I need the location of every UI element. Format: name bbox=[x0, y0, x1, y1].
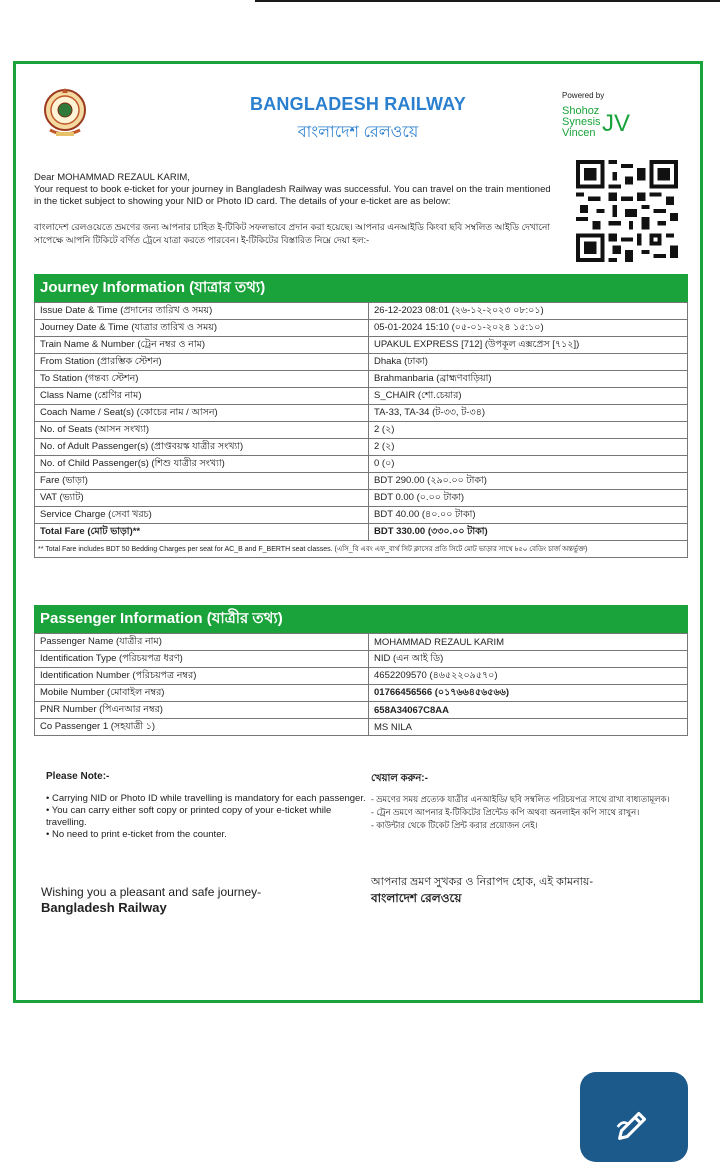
greeting-message-bengali: বাংলাদেশ রেলওয়েতে ভ্রমণের জন্য আপনার চাহিত ই-টিকিট সফলভাবে প্রদান করা হয়েছে। আপনার এনআইডি কিংবা ছবি সম্বলিত আইডি দেখানো সাপেক্ষে আপনি টিকিটে বর্ণিত ট্রেনে যাত্রা করতে পারবেন। ই-টিকিটের বিস্তারিত নিম্নে দেয়া হল:- bbox=[34, 222, 550, 245]
edit-fab-button[interactable] bbox=[580, 1072, 688, 1162]
row-label: No. of Child Passenger(s) (শিশু যাত্রীর সংখ্যা) bbox=[35, 456, 369, 473]
row-label: Train Name & Number (ট্রেন নম্বর ও নাম) bbox=[35, 337, 369, 354]
passenger-information-section bbox=[34, 605, 688, 736]
row-label: To Station (গন্তব্য স্টেশন) bbox=[35, 371, 369, 388]
row-value: Dhaka (ঢাকা) bbox=[369, 354, 688, 371]
row-label: Issue Date & Time (প্রদানের তারিখ ও সময়) bbox=[35, 303, 369, 320]
please-note-heading: Please Note:- bbox=[46, 771, 110, 782]
row-value: 26-12-2023 08:01 (২৬-১২-২০২৩ ০৮:০১) bbox=[369, 303, 688, 320]
passenger-row bbox=[35, 685, 688, 702]
journey-information-heading: Journey Information (যাত্রার তথ্য) bbox=[34, 274, 688, 302]
row-value: 658A34067C8AA bbox=[369, 702, 688, 719]
brand-line-3: Vincen bbox=[562, 127, 596, 139]
passenger-information-heading: Passenger Information (যাত্রীর তথ্য) bbox=[34, 605, 688, 633]
passenger-row bbox=[35, 702, 688, 719]
pen-edit-icon bbox=[610, 1102, 656, 1148]
note-item-bengali: - ভ্রমণের সময় প্রত্যেক যাত্রীর এনআইডি/ ছবি সম্বলিত পরিচয়পত্র সাথে রাখা বাধ্যতামূলক। bbox=[371, 794, 670, 804]
row-label: Passenger Name (যাত্রীর নাম) bbox=[35, 634, 369, 651]
row-value: MOHAMMAD REZAUL KARIM bbox=[369, 634, 688, 651]
row-value: NID (এন আই ডি) bbox=[369, 651, 688, 668]
journey-row bbox=[35, 320, 688, 337]
journey-row bbox=[35, 473, 688, 490]
closing-english bbox=[41, 884, 261, 916]
row-value: 01766456566 (০১৭৬৬৪৫৬৫৬৬) bbox=[369, 685, 688, 702]
row-value: BDT 330.00 (৩৩০.০০ টাকা) bbox=[369, 524, 688, 541]
journey-row bbox=[35, 524, 688, 541]
qr-code-icon bbox=[576, 160, 678, 262]
row-label: Mobile Number (মোবাইল নম্বর) bbox=[35, 685, 369, 702]
partner-logo bbox=[562, 105, 631, 139]
closing-signature-bengali: বাংলাদেশ রেলওয়ে bbox=[371, 891, 462, 905]
brand-jv: JV bbox=[602, 110, 631, 137]
greeting-message: Your request to book e-ticket for your journey in Bangladesh Railway was successful. You can travel on the train mentioned in the ticket subject to showing your NID or Photo ID card. The details of your e-ticket are as below: bbox=[34, 184, 551, 207]
journey-row bbox=[35, 490, 688, 507]
row-value: 0 (০) bbox=[369, 456, 688, 473]
greeting-dear: Dear MOHAMMAD REZAUL KARIM, bbox=[34, 172, 190, 183]
greeting-text bbox=[34, 172, 554, 208]
row-label: PNR Number (পিএনআর নম্বর) bbox=[35, 702, 369, 719]
row-label: Identification Type (পরিচয়পত্র ধরণ) bbox=[35, 651, 369, 668]
journey-row bbox=[35, 507, 688, 524]
journey-row bbox=[35, 371, 688, 388]
note-item: • You can carry either soft copy or printed copy of your e-ticket while travelling. bbox=[46, 805, 332, 828]
row-label: From Station (প্রারম্ভিক স্টেশন) bbox=[35, 354, 369, 371]
journey-row bbox=[35, 337, 688, 354]
row-label: Total Fare (মোট ভাড়া)** bbox=[35, 524, 369, 541]
row-value: TA-33, TA-34 (ট-৩৩, ট-৩৪) bbox=[369, 405, 688, 422]
journey-information-table bbox=[34, 302, 688, 541]
row-label: No. of Adult Passenger(s) (প্রাপ্তবয়স্ক যাত্রীর সংখ্যা) bbox=[35, 439, 369, 456]
note-item-bengali: - ট্রেন ভ্রমণে আপনার ই-টিকিটের প্রিন্টেড কপি অথবা অনলাইন কপি সাথে রাখুন। bbox=[371, 807, 640, 817]
row-value: S_CHAIR (শো.চেয়ার) bbox=[369, 388, 688, 405]
please-note-list-bengali bbox=[371, 793, 671, 832]
row-label: Identification Number (পরিচয়পত্র নম্বর) bbox=[35, 668, 369, 685]
row-value: 2 (২) bbox=[369, 422, 688, 439]
row-value: BDT 40.00 (৪০.০০ টাকা) bbox=[369, 507, 688, 524]
closing-bengali bbox=[371, 874, 593, 907]
row-label: Class Name (শ্রেণির নাম) bbox=[35, 388, 369, 405]
journey-row bbox=[35, 456, 688, 473]
row-label: No. of Seats (আসন সংখ্যা) bbox=[35, 422, 369, 439]
brand-line-1: Shohoz bbox=[562, 105, 600, 117]
brand-line-2: Synesis bbox=[562, 116, 601, 128]
row-value: BDT 290.00 (২৯০.০০ টাকা) bbox=[369, 473, 688, 490]
row-label: VAT (ভ্যাট) bbox=[35, 490, 369, 507]
passenger-row bbox=[35, 651, 688, 668]
journey-row bbox=[35, 303, 688, 320]
row-value: BDT 0.00 (০.০০ টাকা) bbox=[369, 490, 688, 507]
passenger-row bbox=[35, 634, 688, 651]
total-fare-footnote: ** Total Fare includes BDT 50 Bedding Charges per seat for AC_B and F_BERTH seat classes. (এসি_বি এবং এফ_বার্থ সিট ক্লাসের প্রতি সিটে মোট ভাড়ার সাথে ৳৫০ বেডিং চার্জ অন্তর্ভুক্ত) bbox=[34, 541, 688, 558]
note-item-bengali: - কাউন্টার থেকে টিকেট প্রিন্ট করার প্রয়োজন নেই। bbox=[371, 820, 538, 830]
journey-row bbox=[35, 405, 688, 422]
row-label: Coach Name / Seat(s) (কোচের নাম / আসন) bbox=[35, 405, 369, 422]
please-note-list bbox=[46, 793, 366, 841]
row-value: 05-01-2024 15:10 (০৫-০১-২০২৪ ১৫:১০) bbox=[369, 320, 688, 337]
row-value: 2 (২) bbox=[369, 439, 688, 456]
row-value: Brahmanbaria (ব্রাহ্মণবাড়িয়া) bbox=[369, 371, 688, 388]
passenger-information-table bbox=[34, 633, 688, 736]
journey-row bbox=[35, 354, 688, 371]
row-value: MS NILA bbox=[369, 719, 688, 736]
row-label: Journey Date & Time (যাত্রার তারিখ ও সময়) bbox=[35, 320, 369, 337]
journey-row bbox=[35, 422, 688, 439]
title-bengali: বাংলাদেশ রেলওয়ে bbox=[297, 124, 419, 141]
top-divider bbox=[255, 0, 720, 2]
row-label: Co Passenger 1 (সহযাত্রী ১) bbox=[35, 719, 369, 736]
row-label: Fare (ভাড়া) bbox=[35, 473, 369, 490]
row-label: Service Charge (সেবা খরচ) bbox=[35, 507, 369, 524]
title-english: BANGLADESH RAILWAY bbox=[250, 94, 466, 114]
closing-wish-bengali: আপনার ভ্রমণ সুখকর ও নিরাপদ হোক, এই কামনায়- bbox=[371, 876, 594, 888]
powered-by-label: Powered by bbox=[562, 91, 605, 100]
note-item: • No need to print e-ticket from the counter. bbox=[46, 829, 227, 840]
e-ticket-document bbox=[13, 61, 703, 1003]
please-note-heading-bengali: খেয়াল করুন:- bbox=[371, 773, 428, 784]
row-value: UPAKUL EXPRESS [712] (উপকূল এক্সপ্রেস [৭১২]) bbox=[369, 337, 688, 354]
passenger-row bbox=[35, 719, 688, 736]
row-value: 4652209570 (৪৬৫২২০৯৫৭০) bbox=[369, 668, 688, 685]
closing-wish: Wishing you a pleasant and safe journey- bbox=[41, 885, 262, 899]
passenger-row bbox=[35, 668, 688, 685]
journey-row bbox=[35, 388, 688, 405]
journey-information-section bbox=[34, 274, 688, 558]
note-item: • Carrying NID or Photo ID while travelling is mandatory for each passenger. bbox=[46, 793, 366, 804]
closing-signature: Bangladesh Railway bbox=[41, 900, 167, 915]
journey-row bbox=[35, 439, 688, 456]
